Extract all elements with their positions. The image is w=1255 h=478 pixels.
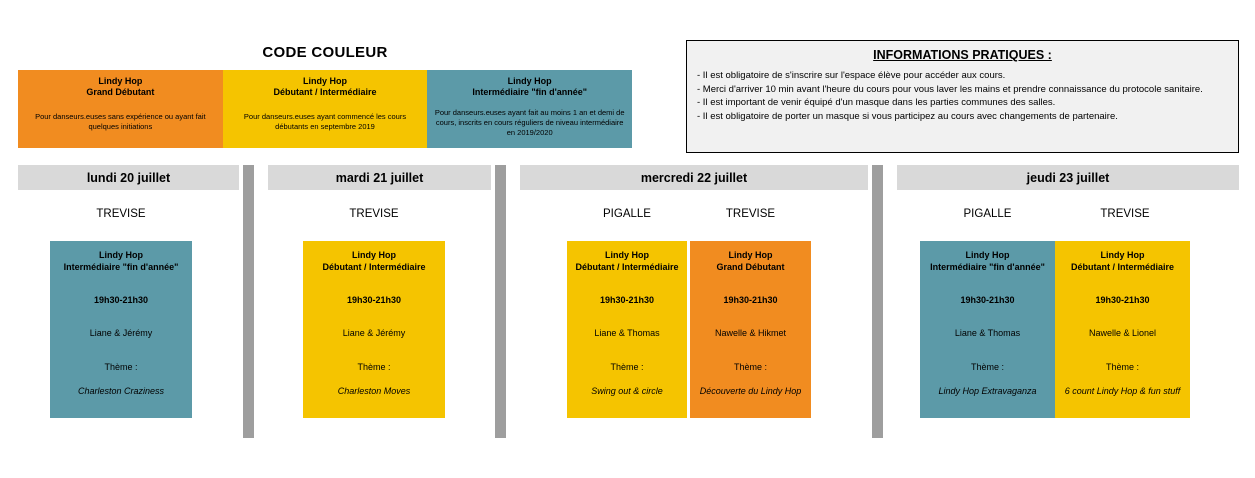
venue-label-jeudi-pigalle: PIGALLE (963, 208, 1012, 220)
class-card-jeudi-pigalle[interactable] (920, 241, 1055, 418)
legend-level-name: Grand Débutant (86, 87, 155, 97)
legend-dance-name: Lindy Hop (303, 76, 347, 86)
class-time: 19h30-21h30 (960, 295, 1015, 305)
class-card-mercredi-pigalle[interactable] (567, 241, 687, 418)
class-theme-label: Thème : (357, 362, 391, 372)
class-card-mercredi-trevise[interactable] (690, 241, 811, 418)
day-header-lundi: lundi 20 juillet (18, 165, 239, 190)
class-dance-name: Lindy Hop (965, 250, 1010, 260)
class-theme: Lindy Hop Extravaganza (938, 386, 1037, 396)
class-time: 19h30-21h30 (93, 295, 149, 305)
legend-dance-name: Lindy Hop (507, 76, 552, 86)
day-separator (872, 165, 883, 438)
class-theme: Charleston Craziness (77, 386, 165, 396)
day-header-bar (18, 165, 1239, 190)
class-theme-label: Thème : (733, 362, 767, 372)
class-teachers: Liane & Thomas (594, 328, 660, 338)
class-time: 19h30-21h30 (346, 295, 402, 305)
class-level: Intermédiaire "fin d'année" (930, 261, 1045, 272)
class-level: Grand Débutant (716, 261, 785, 272)
day-header-mercredi: mercredi 22 juillet (520, 165, 868, 190)
venue-label-mercredi-pigalle: PIGALLE (603, 208, 651, 220)
legend-cell-intermediaire (427, 70, 632, 148)
color-code-legend (18, 44, 632, 148)
class-theme: 6 count Lindy Hop & fun stuff (1064, 386, 1181, 396)
color-code-row (18, 70, 632, 148)
venue-label-mardi-trevise: TREVISE (349, 208, 399, 220)
class-teachers: Liane & Thomas (954, 328, 1021, 338)
class-dance-name: Lindy Hop (1100, 250, 1145, 260)
class-card-lundi-trevise[interactable] (50, 241, 192, 418)
venue-label-jeudi-trevise: TREVISE (1100, 208, 1150, 220)
class-theme-label: Thème : (104, 362, 138, 372)
class-theme: Swing out & circle (591, 386, 663, 396)
class-teachers: Liane & Jérémy (342, 328, 406, 338)
day-separator (495, 165, 506, 438)
legend-cell-debutant-intermediaire (223, 70, 428, 148)
class-level: Débutant / Intermédiaire (322, 261, 426, 272)
class-theme-label: Thème : (1105, 362, 1139, 372)
class-dance-name: Lindy Hop (99, 250, 143, 260)
class-level: Intermédiaire "fin d'année" (63, 261, 179, 272)
practical-information-line: - Il est important de venir équipé d'un masque dans les parties communes des salles. (697, 97, 1056, 108)
class-dance-name: Lindy Hop (352, 250, 396, 260)
class-teachers: Liane & Jérémy (89, 328, 153, 338)
legend-description: Pour danseurs.euses ayant commencé les cours débutants en septembre 2019 (243, 112, 407, 131)
practical-information-line: - Il est obligatoire de s'inscrire sur l'espace élève pour accéder aux cours. (697, 70, 1006, 81)
legend-cell-grand-debutant (18, 70, 223, 148)
legend-description: Pour danseurs.euses ayant fait au moins 1 an et demi de cours, inscrits en cours réguliers de niveau intermédiaire en 2019/2020 (434, 108, 625, 137)
class-theme: Charleston Moves (337, 386, 411, 396)
class-card-mardi-trevise[interactable] (303, 241, 445, 418)
class-level: Débutant / Intermédiaire (1070, 261, 1175, 272)
legend-description: Pour danseurs.euses sans expérience ou ayant fait quelques initiations (35, 112, 206, 131)
day-separator (243, 165, 254, 438)
venue-label-mercredi-trevise: TREVISE (725, 208, 776, 220)
class-theme-label: Thème : (610, 362, 644, 372)
practical-information-line: - Il est obligatoire de porter un masque si vous participez au cours avec changements de partenaire. (697, 110, 1118, 122)
legend-level-name: Intermédiaire "fin d'année" (472, 87, 588, 97)
day-header-jeudi: jeudi 23 juillet (897, 165, 1239, 190)
day-header-mardi: mardi 21 juillet (268, 165, 491, 190)
class-theme: Découverte du Lindy Hop (699, 386, 802, 396)
class-theme-label: Thème : (970, 362, 1004, 372)
class-teachers: Nawelle & Lionel (1088, 328, 1157, 338)
practical-information-box (686, 40, 1239, 153)
color-code-title: CODE COULEUR (262, 44, 388, 61)
practical-information-line: - Merci d'arriver 10 min avant l'heure du cours pour vous laver les mains et prendre connaissance du protocole sanitaire. (697, 83, 1203, 95)
class-card-jeudi-trevise[interactable] (1055, 241, 1190, 418)
class-dance-name: Lindy Hop (605, 250, 649, 260)
class-level: Débutant / Intermédiaire (575, 261, 679, 272)
legend-dance-name: Lindy Hop (98, 76, 143, 86)
class-dance-name: Lindy Hop (728, 250, 773, 260)
class-teachers: Nawelle & Hikmet (714, 328, 787, 338)
venue-label-lundi-trevise: TREVISE (96, 208, 146, 220)
practical-information-title: INFORMATIONS PRATIQUES : (873, 48, 1052, 62)
class-time: 19h30-21h30 (723, 295, 778, 305)
legend-level-name: Débutant / Intermédiaire (273, 87, 377, 97)
class-time: 19h30-21h30 (599, 295, 655, 305)
class-time: 19h30-21h30 (1095, 295, 1150, 305)
